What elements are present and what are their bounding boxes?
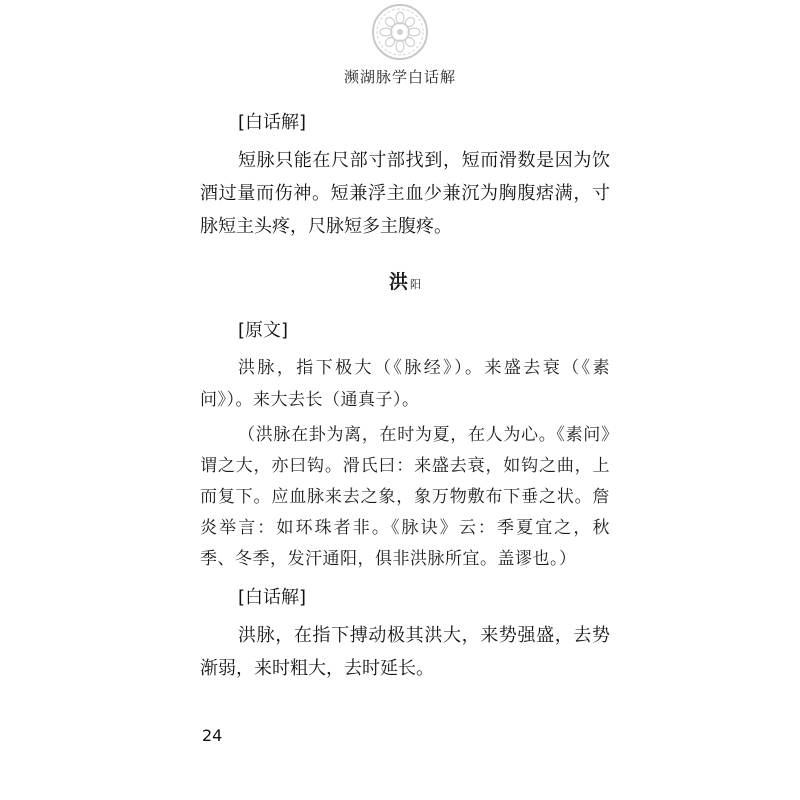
page-content xyxy=(200,110,610,685)
pulse-heading xyxy=(200,267,610,300)
original-note-paragraph: （洪脉在卦为离，在时为夏，在人为心。《素问》谓之大，亦曰钩。滑氏曰：来盛去衰，如钩之曲，上而复下。应血脉来去之象，象万物敷布下垂之状。詹炎举言：如环珠者非。《脉诀》云：季夏宜之，秋季、冬季，发汗通阳，俱非洪脉所宜。盖谬也。） xyxy=(200,425,610,569)
pulse-heading-title: 洪 xyxy=(388,271,408,293)
translation-label: [白话解] xyxy=(238,587,307,608)
translation-paragraph: 洪脉，在指下搏动极其洪大，来势强盛，去势渐弱，来时粗大，去时延长。 xyxy=(200,625,610,679)
floral-ornament-icon xyxy=(370,2,430,62)
pulse-heading-subtitle: 阳 xyxy=(410,278,421,291)
original-text-paragraph: 洪脉，指下极大（《脉经》）。来盛去衰（《素问》）。来大去长（通真子）。 xyxy=(200,358,610,410)
running-head: 濒湖脉学白话解 xyxy=(343,68,456,86)
translation-label: [白话解] xyxy=(238,112,307,133)
page-number: 24 xyxy=(202,726,223,745)
original-text-label: [原文] xyxy=(238,320,289,341)
translation-paragraph: 短脉只能在尺部寸部找到，短而滑数是因为饮酒过量而伤神。短兼浮主血少兼沉为胸腹痞满，寸脉短主头疼，尺脉短多主腹疼。 xyxy=(200,150,610,237)
